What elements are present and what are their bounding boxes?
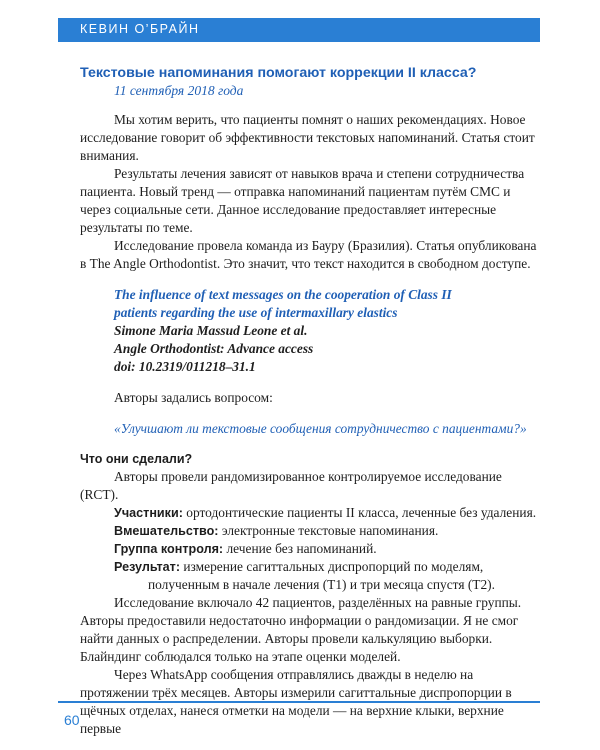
article-content (80, 64, 538, 738)
definition-text: измерение сагиттальных диспропорций по моделям, полученным в начале лечения (T1) и три месяца спустя (T2). (148, 559, 495, 592)
author-name: КЕВИН О’БРАЙН (80, 22, 200, 36)
definition-outcome (114, 558, 538, 594)
definition-text: электронные текстовые напоминания. (218, 523, 439, 538)
definition-term: Участники: (114, 506, 183, 520)
section-heading: Что они сделали? (80, 452, 193, 466)
research-question: «Улучшают ли текстовые сообщения сотрудничество с пациентами?» (114, 421, 527, 436)
definition-text: лечение без напоминаний. (223, 541, 377, 556)
header-bar (58, 18, 540, 42)
methods-paragraph: Через WhatsApp сообщения отправлялись дважды в неделю на протяжении трёх месяцев. Авторы измерили сагиттальные диспропорции в щёчных отделах, нанеся отметки на модели — на верхние клыки, верхние первые (80, 667, 512, 736)
reference-title-line: patients regarding the use of intermaxillary elastics (114, 305, 398, 320)
definition-text: ортодонтические пациенты II класса, леченные без удаления. (182, 505, 537, 520)
definition-control (114, 540, 538, 558)
page-number: 60 (64, 712, 80, 728)
definition-participants (114, 504, 538, 522)
definition-term: Группа контроля: (114, 542, 224, 556)
intro-paragraph: Мы хотим верить, что пациенты помнят о наших рекомендациях. Новое исследование говорит об эффективности текстовых напоминаний. Статья стоит внимания. (80, 112, 535, 163)
reference-title-line: The influence of text messages on the cooperation of Class II (114, 287, 452, 302)
reference-block (114, 286, 538, 376)
definition-term: Вмешательство: (114, 524, 219, 538)
article-date: 11 сентября 2018 года (114, 83, 244, 98)
reference-authors: Simone Maria Massud Leone et al. (114, 323, 308, 338)
reference-doi: doi: 10.2319/011218–31.1 (114, 359, 256, 374)
article-title: Текстовые напоминания помогают коррекции II класса? (80, 65, 477, 81)
intro-paragraph: Результаты лечения зависят от навыков врача и степени сотрудничества пациента. Новый тренд — отправка напоминаний пациентам путём СМС и через социальные сети. Данное исследование предоставляет интересные результаты по теме. (80, 166, 525, 235)
definition-intervention (114, 522, 538, 540)
definition-term: Результат: (114, 560, 181, 574)
question-intro: Авторы задались вопросом: (114, 390, 273, 405)
reference-journal: Angle Orthodontist: Advance access (114, 341, 314, 356)
intro-paragraph: Исследование провела команда из Бауру (Бразилия). Статья опубликована в The Angle Orthodontist. Это значит, что текст находится в свободном доступе. (80, 238, 537, 271)
methods-intro: Авторы провели рандомизированное контролируемое исследование (RCT). (80, 469, 502, 502)
footer-rule (58, 701, 540, 703)
methods-paragraph: Исследование включало 42 пациентов, разделённых на равные группы. Авторы предоставили недостаточно информации о рандомизации. Я не смог найти данных о распределении. Авторы провели калькуляцию выборки. Блайндинг соблюдался только на этапе оценки моделей. (80, 595, 522, 664)
